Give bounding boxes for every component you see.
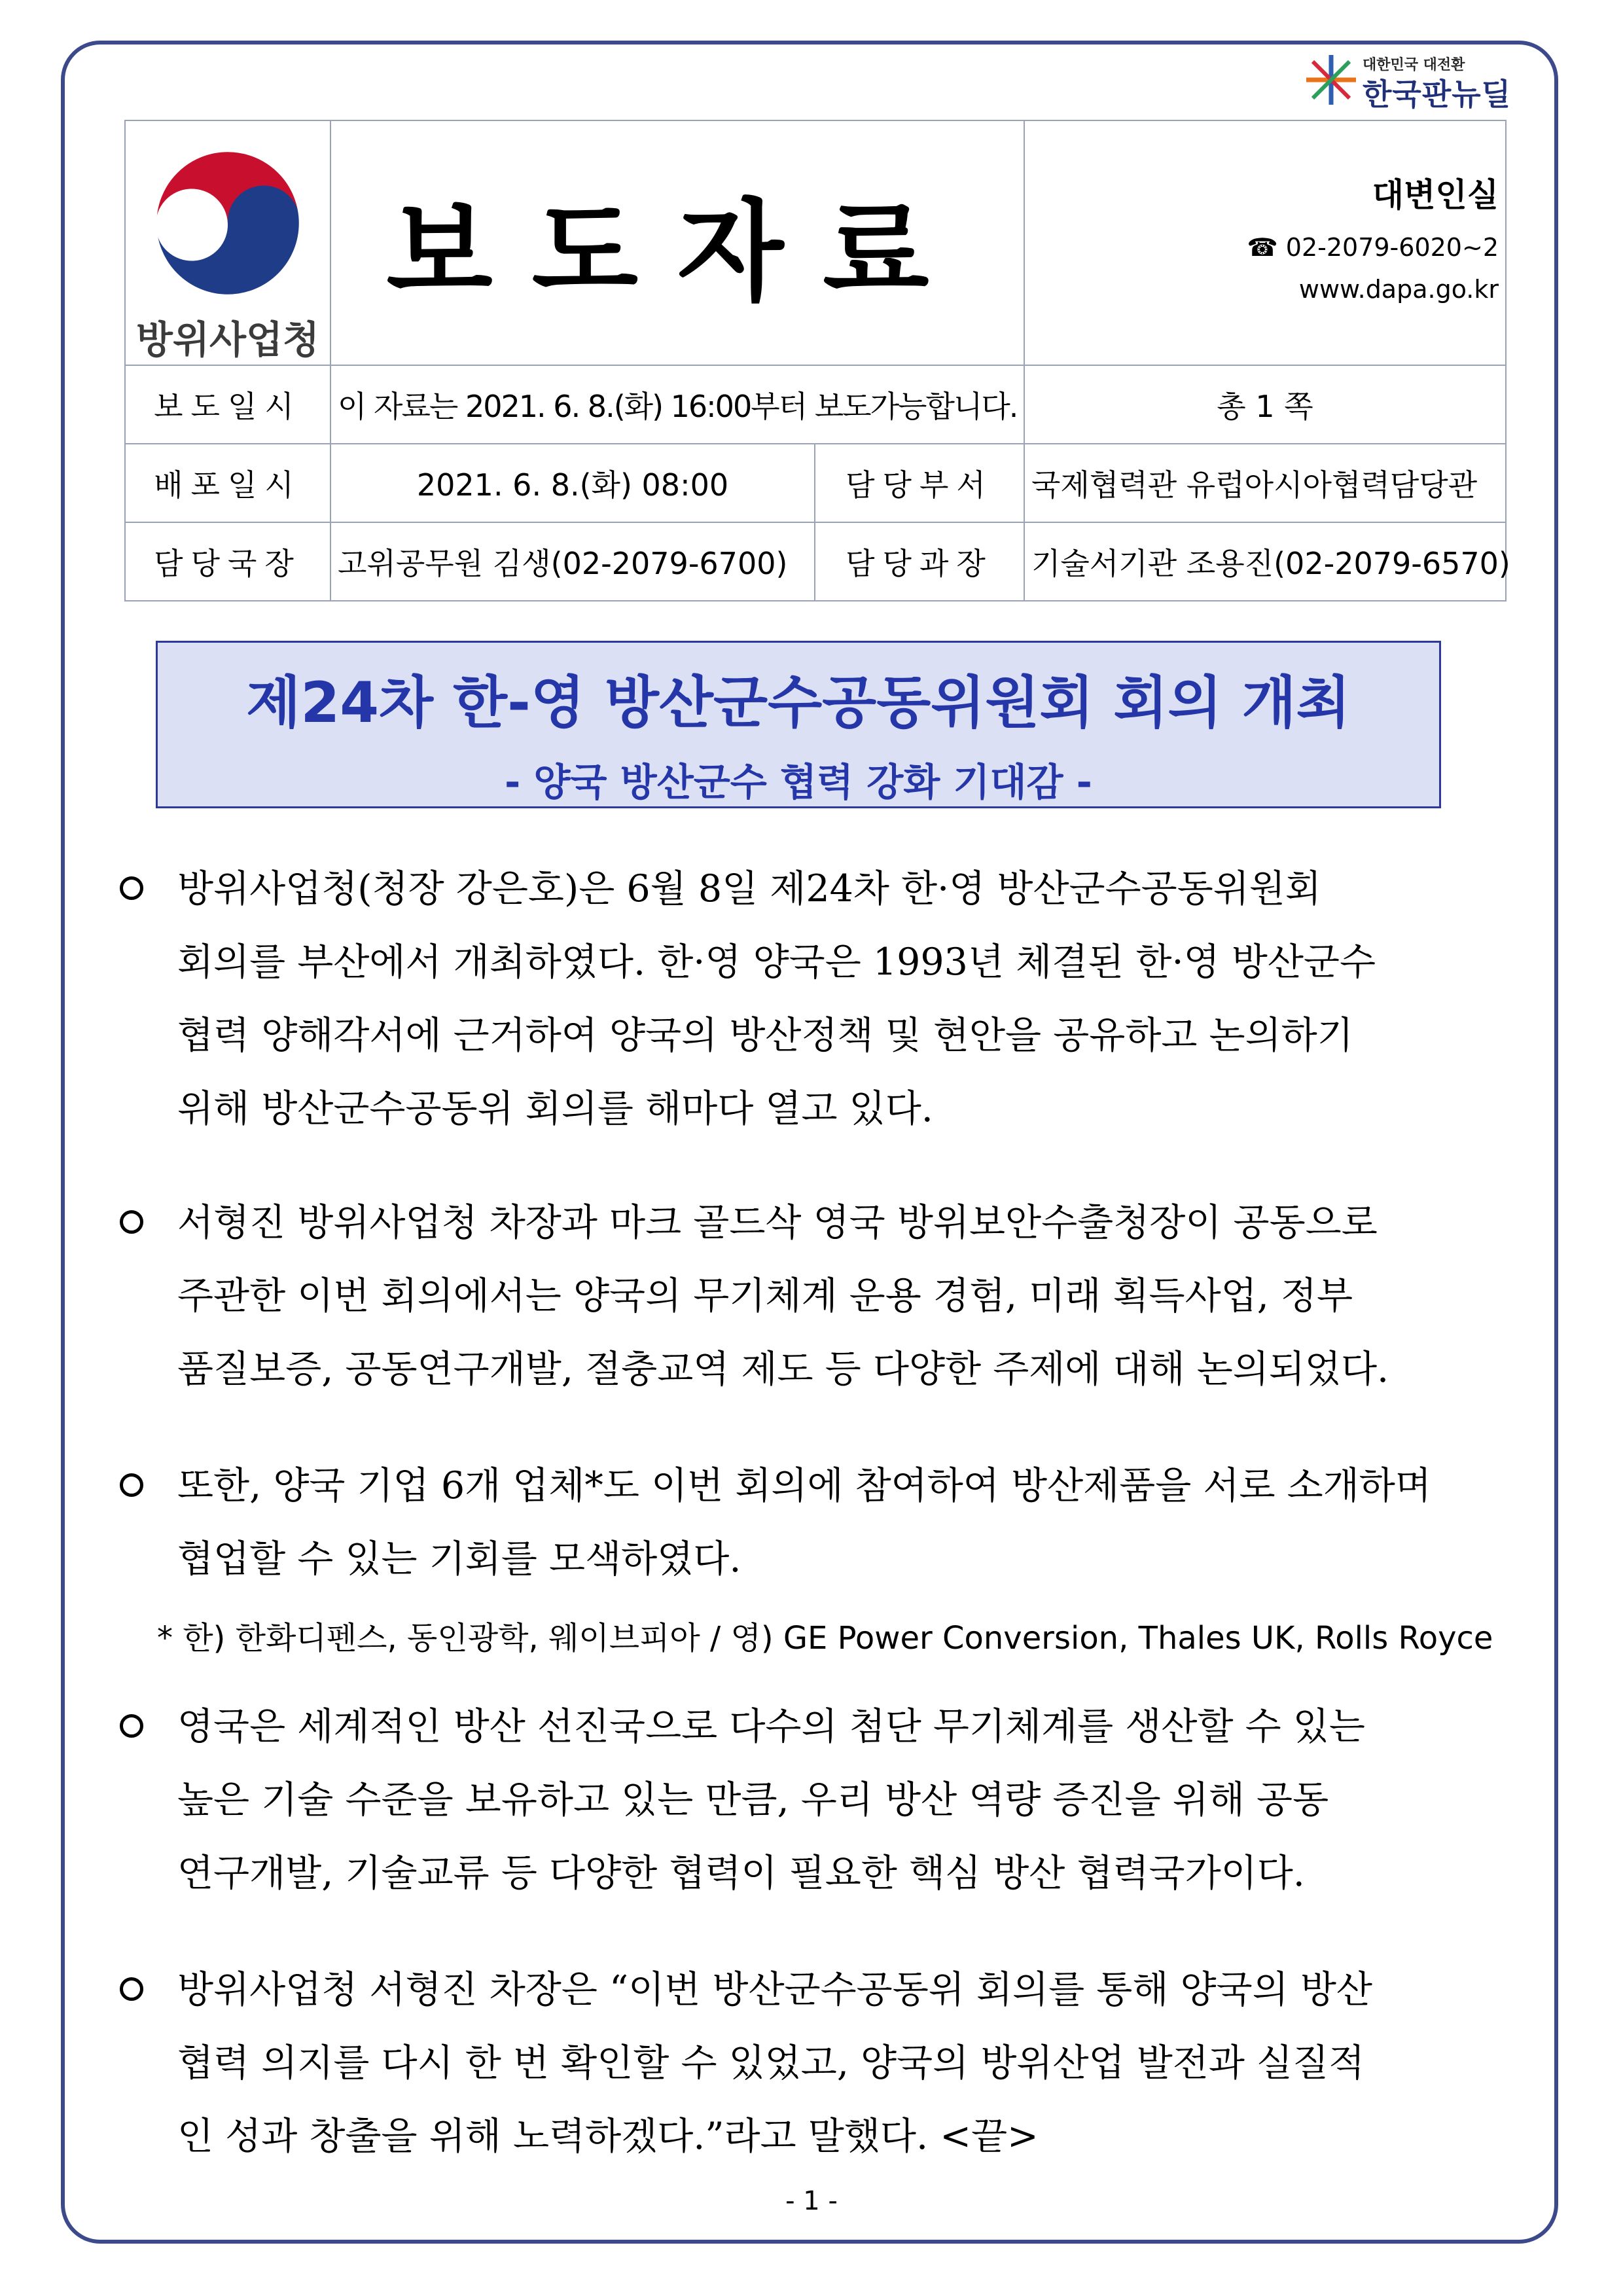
header-table xyxy=(124,120,1510,601)
paragraph-line: 방위사업청 서형진 차장은 “이번 방산군수공동위 회의를 통해 양국의 방산 xyxy=(177,1968,1372,2011)
paragraph-line: 또한, 양국 기업 6개 업체*도 이번 회의에 참여하여 방산제품을 서로 소개하며 xyxy=(177,1464,1431,1507)
bullet-circle-icon xyxy=(115,1186,171,1259)
doc-title: 보도자료 xyxy=(330,120,1024,365)
paragraph-line: 영국은 세계적인 방산 선진국으로 다수의 첨단 무기체계를 생산할 수 있는 xyxy=(177,1705,1365,1748)
paragraph-line: 인 성과 창출을 위해 노력하겠다.”라고 말했다. <끝> xyxy=(177,2115,1039,2158)
department-label: 담당부서 xyxy=(815,444,1024,522)
paragraph-4 xyxy=(115,1690,1515,1910)
total-pages: 총 1 쪽 xyxy=(1024,365,1506,444)
logo-cell xyxy=(125,120,330,365)
release-time-value: 이 자료는 2021. 6. 8.(화) 16:00부터 보도가능합니다. xyxy=(330,365,1024,444)
bullet-circle-icon xyxy=(115,1449,171,1522)
paragraph-line: 품질보증, 공동연구개발, 절충교역 제도 등 다양한 주제에 대해 논의되었다. xyxy=(177,1348,1389,1391)
paragraph-1 xyxy=(115,852,1515,1145)
paragraph-line: 협업할 수 있는 기회를 모색하였다. xyxy=(177,1537,741,1581)
headline-title: 제24차 한-영 방산군수공동위원회 회의 개최 xyxy=(246,670,1351,736)
paragraph-line: 회의를 부산에서 개최하였다. 한·영 양국은 1993년 체결된 한·영 방산군수 xyxy=(177,941,1376,984)
manager-label: 담당과장 xyxy=(815,522,1024,601)
paragraph-line: 연구개발, 기술교류 등 다양한 협력이 필요한 핵심 방산 협력국가이다. xyxy=(177,1852,1305,1895)
paragraph-line: 주관한 이번 회의에서는 양국의 무기체계 운용 경험, 미래 획득사업, 정부 xyxy=(177,1274,1353,1318)
bullet-circle-icon xyxy=(115,852,171,925)
manager-value: 기술서기관 조용진(02-2079-6570) xyxy=(1024,522,1506,601)
paragraph-5 xyxy=(115,1953,1515,2173)
headline-subtitle: - 양국 방산군수 협력 강화 기대감 - xyxy=(505,760,1092,804)
bullet-circle-icon xyxy=(115,1690,171,1763)
brand-name: 한국판뉴딜 xyxy=(1363,77,1512,112)
paragraph-2 xyxy=(115,1186,1515,1406)
brand-star-icon xyxy=(1302,51,1360,109)
distribution-time-label: 배포일시 xyxy=(125,444,330,522)
contact-office: 대변인실 xyxy=(1372,176,1499,214)
agency-name: 방위사업청 xyxy=(135,317,320,362)
footnote: * 한) 한화디펜스, 동인광학, 웨이브피아 / 영) GE Power Conversion, Thales UK, Rolls Royce xyxy=(157,1620,1493,1657)
paragraph-line: 협력 양해각서에 근거하여 양국의 방산정책 및 현안을 공유하고 논의하기 xyxy=(177,1014,1353,1057)
paragraph-line: 서형진 방위사업청 차장과 마크 골드삭 영국 방위보안수출청장이 공동으로 xyxy=(177,1201,1378,1244)
brand-logo xyxy=(1302,51,1512,112)
contact-phone: ☎ 02-2079-6020~2 xyxy=(1247,233,1499,262)
paragraph-line: 위해 방산군수공동위 회의를 해마다 열고 있다. xyxy=(177,1087,933,1130)
headline-box xyxy=(156,641,1441,808)
page-number: - 1 - xyxy=(785,2186,838,2216)
distribution-time-value: 2021. 6. 8.(화) 08:00 xyxy=(330,444,815,522)
brand-tagline: 대한민국 대전환 xyxy=(1363,57,1465,73)
release-time-label: 보도일시 xyxy=(125,365,330,444)
paragraph-line: 방위사업청(청장 강은호)은 6월 8일 제24차 한·영 방산군수공동위원회 xyxy=(177,867,1321,910)
paragraph-line: 높은 기술 수준을 보유하고 있는 만큼, 우리 방산 역량 증진을 위해 공동 xyxy=(177,1778,1329,1821)
department-value: 국제협력관 유럽아시아협력담당관 xyxy=(1024,444,1506,522)
director-value: 고위공무원 김생(02-2079-6700) xyxy=(330,522,815,601)
contact-cell xyxy=(1024,120,1506,365)
director-label: 담당국장 xyxy=(125,522,330,601)
taegeuk-seal-icon xyxy=(146,141,310,305)
bullet-circle-icon xyxy=(115,1953,171,2026)
paragraph-3 xyxy=(115,1449,1515,1596)
paragraph-line: 협력 의지를 다시 한 번 확인할 수 있었고, 양국의 방위산업 발전과 실질적 xyxy=(177,2041,1365,2085)
contact-website: www.dapa.go.kr xyxy=(1298,275,1499,304)
